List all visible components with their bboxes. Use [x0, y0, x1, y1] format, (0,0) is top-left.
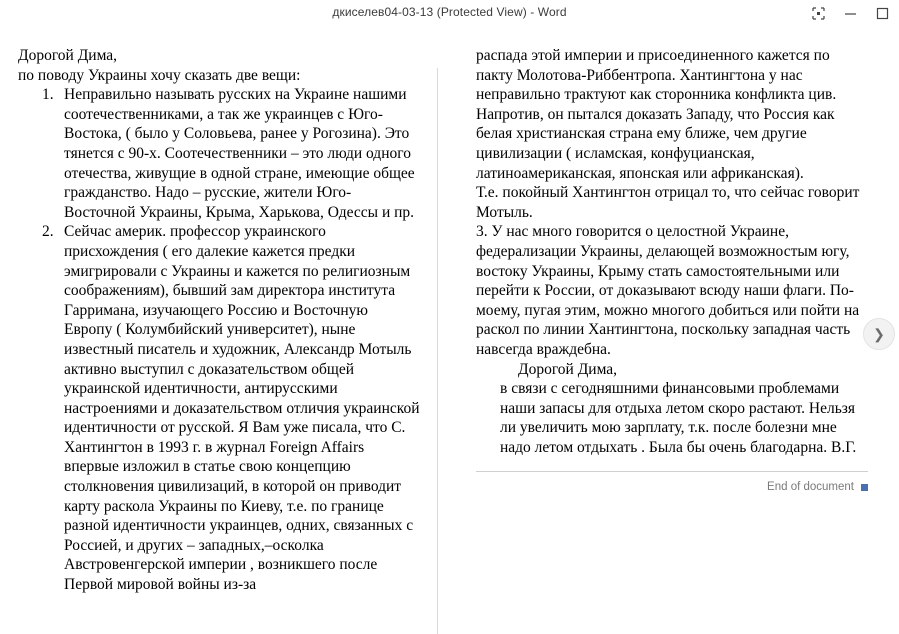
list-item-number: 2.	[42, 223, 54, 241]
chevron-right-icon: ❯	[873, 325, 885, 342]
document-canvas[interactable]	[0, 30, 899, 604]
list-item	[18, 85, 420, 222]
minimize-icon[interactable]	[841, 4, 859, 22]
next-page-button[interactable]	[863, 318, 895, 350]
list-item	[18, 222, 420, 594]
intro-paragraph: по поводу Украины хочу сказать две вещи:	[18, 66, 301, 84]
maximize-icon[interactable]	[873, 4, 891, 22]
ribbon-display-options-icon[interactable]	[809, 4, 827, 22]
list-item-number: 1.	[42, 86, 54, 104]
end-of-document-label: End of document	[767, 481, 854, 494]
numbered-list	[18, 85, 420, 594]
document-columns	[0, 30, 899, 595]
end-of-document-divider	[476, 471, 868, 472]
column-divider	[437, 68, 438, 634]
greeting-paragraph: Дорогой Дима,	[18, 47, 118, 64]
window-controls	[809, 4, 891, 22]
letter-greeting-paragraph: Дорогой Дима,	[518, 360, 618, 378]
letter-body-paragraph: в связи с сегодняшними финансовыми проблемами наши запасы для отдыха летом скоро растают. Нельзя ли увеличить мою зарплату, т.к. после болезни мне надо летом отдыхать . Была бы очень благодарна. В.Г.	[500, 380, 857, 456]
end-of-document-marker	[476, 481, 868, 493]
document-column-right	[438, 46, 868, 595]
document-column-left	[18, 46, 438, 595]
item-three-paragraph: 3. У нас много говорится о целостной Украине, федерализации Украины, делающей возможностым югу, востоку Украины, Крыму стать самостоятельными или перейти к России, от доказывают всюду наши флаги. По-моему, пугая этим, можно многого добиться или пойти на раскол по линии Хантингтона, поскольку западная часть навсегда враждебна.	[476, 223, 860, 358]
continuation-paragraph: распада этой империи и присоединенного кажется по пакту Молотова-Риббентропа. Хантингтона у нас неправильно трактуют как сторонника конфликта цив. Напротив, он пытался доказать Западу, что Россия как белая христианская страна ему ближе, чем другие цивилизации ( исламская, конфуцианская, латиноамериканская, японская или африканская).	[476, 47, 837, 182]
end-of-document-square-icon	[861, 484, 868, 491]
list-item-text: Сейчас америк. профессор украинского присхождения ( его далекие кажется предки эмигрировали с Украины и кажется по религиозным соображениям), бывший зам директора института Гарримана, изучающего Россию и Восточную Европу ( Колумбийский университет), ныне известный писатель и художник, Александр Мотыль активно выступил с доказательством общей украинской идентичности, антирусскими настроениями и доказательством отличия украинской идентичности от русской. Я Вам уже писала, что С. Хантингтон в 1993 г. в журнал Foreign Affairs впервые изложил в статье свою концепцию столкновения цивилизаций, в которой он приводит карту раскола Украины по Киеву, т.е. по границе разной идентичности украинцев, одних, связанных с Россией, и других – западных,–осколка Австровенгерской империи , возникшего после Первой мировой войны из-за	[64, 223, 420, 594]
title-bar	[0, 0, 899, 30]
window-title: дкиселев04-03-13 (Protected View) - Word	[332, 5, 567, 19]
list-item-text: Неправильно называть русских на Украине нашими соотечественниками, а так же украинцев с Юго-Востока, ( было у Соловьева, ранее у Рогозина). Это тянется с 90-х. Соотечественники – это люди одного отечества, живущие в одной стране, имеющие общее гражданство. Надо – русские, жители Юго-Восточной Украины, Крыма, Харькова, Одессы и пр.	[64, 86, 415, 221]
conclusion-paragraph: Т.е. покойный Хантингтон отрицал то, что сейчас говорит Мотыль.	[476, 184, 860, 221]
